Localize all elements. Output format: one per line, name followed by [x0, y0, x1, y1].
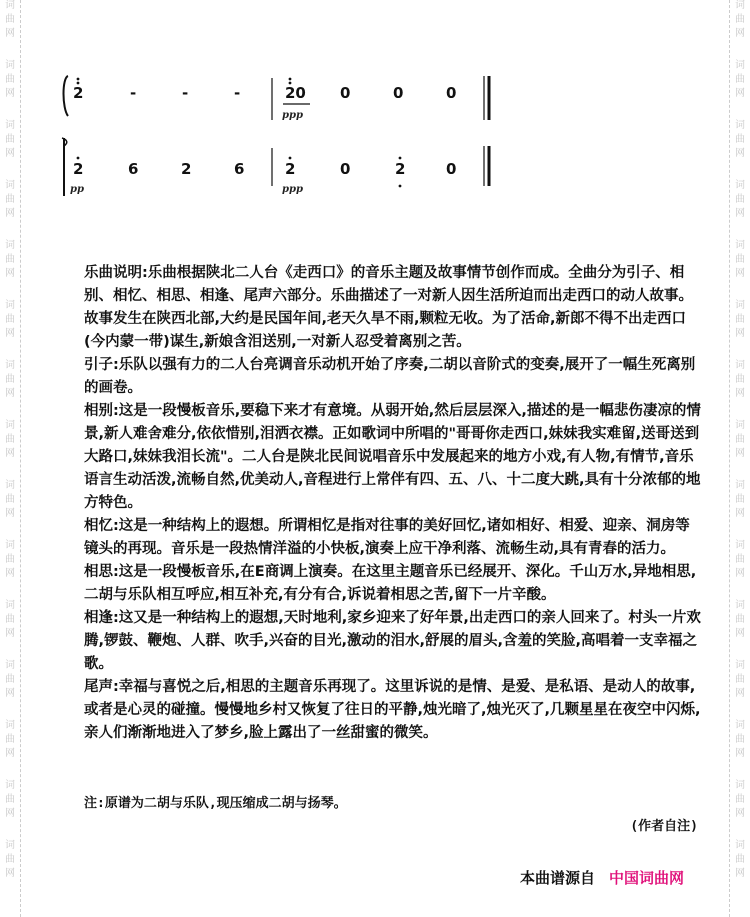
note: 0: [340, 84, 351, 102]
watermark-char: 网: [5, 148, 15, 159]
watermark-char: 曲: [5, 854, 15, 865]
watermark-char: 网: [735, 568, 745, 579]
watermark-char: 词: [5, 660, 15, 671]
watermark-char: 词: [5, 840, 15, 851]
note: 0: [393, 84, 404, 102]
note: 0: [446, 160, 457, 178]
watermark-char: 曲: [735, 194, 745, 205]
paragraph-intro: 引子:乐队以强有力的二人台亮调音乐动机开始了序奏,二胡以音阶式的变奏,展开了一幅生死离别的画卷。: [84, 357, 696, 396]
note: 0: [340, 160, 351, 178]
watermark-char: 网: [5, 448, 15, 459]
watermark-char: 曲: [735, 554, 745, 565]
watermark-char: 曲: [735, 14, 745, 25]
watermark-char: 词: [5, 360, 15, 371]
watermark-char: 网: [5, 88, 15, 99]
watermark-char: 曲: [735, 734, 745, 745]
watermark-char: 网: [5, 328, 15, 339]
watermark-char: 曲: [735, 434, 745, 445]
watermark-char: 网: [5, 388, 15, 399]
watermark-char: 词: [5, 480, 15, 491]
watermark-char: 网: [735, 148, 745, 159]
watermark-char: 词: [735, 540, 745, 551]
watermark-char: 词: [5, 120, 15, 131]
watermark-char: 曲: [5, 134, 15, 145]
note: 6: [128, 160, 139, 178]
watermark-char: 网: [735, 88, 745, 99]
watermark-char: 词: [5, 240, 15, 251]
source-credit: [520, 867, 684, 888]
watermark-char: 网: [735, 328, 745, 339]
watermark-char: 网: [735, 868, 745, 879]
score-lines: [60, 68, 500, 198]
watermark-char: 网: [735, 208, 745, 219]
dynamic-mark: ppp: [282, 110, 303, 121]
source-label: 本曲谱源自: [520, 869, 596, 887]
watermark-char: 网: [735, 808, 745, 819]
watermark-char: 词: [735, 420, 745, 431]
watermark-char: 网: [735, 268, 745, 279]
watermark-char: 词: [735, 780, 745, 791]
note: 2: [285, 160, 296, 178]
paragraph-reunion: 相逢:这又是一种结构上的遐想,天时地利,家乡迎来了好年景,出走西口的亲人回来了。村头一片欢腾,锣鼓、鞭炮、人群、吹手,兴奋的目光,激动的泪水,舒展的眉头,含羞的笑脸,高唱着一支幸福之歌。: [84, 610, 701, 672]
paragraph-story: 故事发生在陕西北部,大约是民国年间,老天久旱不雨,颗粒无收。为了活命,新郎不得不出走西口(今内蒙一带)谋生,新娘含泪送别,一对新人忍受着离别之苦。: [84, 311, 687, 350]
watermark-char: 曲: [5, 314, 15, 325]
watermark-char: 曲: [5, 674, 15, 685]
watermark-char: 词: [5, 180, 15, 191]
watermark-char: 词: [735, 360, 745, 371]
note: -: [130, 84, 137, 102]
watermark-char: 词: [5, 0, 15, 11]
note: -: [234, 84, 241, 102]
note: 2: [181, 160, 192, 178]
note: 2: [73, 160, 84, 178]
numbered-score: [60, 68, 500, 198]
music-notes-text: [84, 262, 704, 745]
watermark-char: 曲: [5, 554, 15, 565]
watermark-char: 曲: [735, 614, 745, 625]
watermark-char: 网: [5, 868, 15, 879]
watermark-char: 曲: [735, 134, 745, 145]
watermark-char: 词: [735, 0, 745, 11]
watermark-char: 词: [735, 120, 745, 131]
note: 6: [234, 160, 245, 178]
watermark-char: 词: [735, 240, 745, 251]
watermark-char: 曲: [735, 794, 745, 805]
note: 2: [395, 160, 406, 178]
watermark-char: 词: [5, 600, 15, 611]
watermark-char: 曲: [5, 374, 15, 385]
note: -: [182, 84, 189, 102]
watermark-char: 曲: [735, 254, 745, 265]
watermark-char: 网: [5, 688, 15, 699]
watermark-char: 曲: [5, 194, 15, 205]
watermark-char: 网: [5, 808, 15, 819]
note: 0: [446, 84, 457, 102]
watermark-char: 曲: [735, 374, 745, 385]
dynamic-mark: ppp: [282, 184, 303, 195]
watermark-char: 网: [735, 28, 745, 39]
watermark-char: 曲: [735, 74, 745, 85]
watermark-char: 曲: [5, 494, 15, 505]
watermark-char: 网: [735, 688, 745, 699]
watermark-char: 词: [735, 600, 745, 611]
watermark-char: 词: [5, 420, 15, 431]
watermark-char: 网: [735, 388, 745, 399]
watermark-char: 词: [735, 660, 745, 671]
watermark-char: 网: [735, 508, 745, 519]
paragraph-remembrance: 相忆:这是一种结构上的遐想。所谓相忆是指对往事的美好回忆,诸如相好、相爱、迎亲、洞房等镜头的再现。音乐是一段热情洋溢的小快板,演奏上应干净利落、流畅生动,具有青春的活力。: [84, 518, 690, 557]
watermark-char: 词: [735, 720, 745, 731]
paragraph-description: 乐曲说明:乐曲根据陕北二人台《走西口》的音乐主题及故事情节创作而成。全曲分为引子、相别、相忆、相思、相逢、尾声六部分。乐曲描述了一对新人因生活所迫而出走西口的动人故事。: [84, 265, 693, 304]
watermark-char: 曲: [735, 494, 745, 505]
dynamic-mark: pp: [70, 184, 84, 195]
watermark-char: 曲: [5, 614, 15, 625]
watermark-char: 词: [5, 60, 15, 71]
paragraph-longing: 相思:这是一段慢板音乐,在E商调上演奏。在这里主题音乐已经展开、深化。千山万水,异地相思,二胡与乐队相互呼应,相互补充,有分有合,诉说着相思之苦,留下一片辛酸。: [84, 564, 697, 603]
watermark-char: 曲: [5, 254, 15, 265]
watermark-char: 词: [5, 720, 15, 731]
watermark-char: 网: [5, 508, 15, 519]
watermark-char: 网: [5, 748, 15, 759]
watermark-char: 曲: [5, 734, 15, 745]
watermark-char: 词: [735, 180, 745, 191]
watermark-char: 词: [735, 60, 745, 71]
watermark-char: 网: [5, 28, 15, 39]
watermark-char: 网: [735, 748, 745, 759]
watermark-char: 词: [735, 300, 745, 311]
watermark-char: 词: [735, 480, 745, 491]
watermark-char: 曲: [735, 854, 745, 865]
watermark-char: 曲: [735, 674, 745, 685]
watermark-char: 曲: [5, 14, 15, 25]
watermark-char: 网: [5, 568, 15, 579]
watermark-char: 曲: [5, 434, 15, 445]
watermark-char: 曲: [735, 314, 745, 325]
paragraph-coda: 尾声:幸福与喜悦之后,相思的主题音乐再现了。这里诉说的是情、是爱、是私语、是动人的故事,或者是心灵的碰撞。慢慢地乡村又恢复了往日的平静,烛光暗了,烛光灭了,几颗星星在夜空中闪烁,亲人们渐渐地进入了梦乡,脸上露出了一丝甜蜜的微笑。: [84, 679, 701, 741]
watermark-char: 曲: [5, 74, 15, 85]
watermark-char: 词: [5, 540, 15, 551]
watermark-char: 网: [735, 628, 745, 639]
watermark-char: 网: [735, 448, 745, 459]
note: 2: [73, 84, 84, 102]
footnote: 注:原谱为二胡与乐队,现压缩成二胡与扬琴。: [84, 796, 347, 811]
author-note: (作者自注): [630, 819, 698, 834]
watermark-char: 词: [5, 300, 15, 311]
watermark-char: 网: [5, 208, 15, 219]
paragraph-farewell: 相别:这是一段慢板音乐,要稳下来才有意境。从弱开始,然后层层深入,描述的是一幅悲伤凄凉的情景,新人难舍难分,依依惜别,泪洒衣襟。正如歌词中所唱的"哥哥你走西口,妹妹我实难留,送哥送到大路口,妹妹我泪长流"。二人台是陕北民间说唱音乐中发展起来的地方小戏,有人物,有情节,音乐语言生动活泼,流畅自然,优美动人,音程进行上常伴有四、五、八、十二度大跳,具有十分浓郁的地方特色。: [84, 403, 701, 511]
watermark-char: 词: [5, 780, 15, 791]
watermark-char: 词: [735, 840, 745, 851]
watermark-char: 曲: [5, 794, 15, 805]
note: 20: [285, 84, 306, 102]
watermark-char: 网: [5, 628, 15, 639]
source-site-link[interactable]: 中国词曲网: [609, 869, 685, 887]
watermark-char: 网: [5, 268, 15, 279]
